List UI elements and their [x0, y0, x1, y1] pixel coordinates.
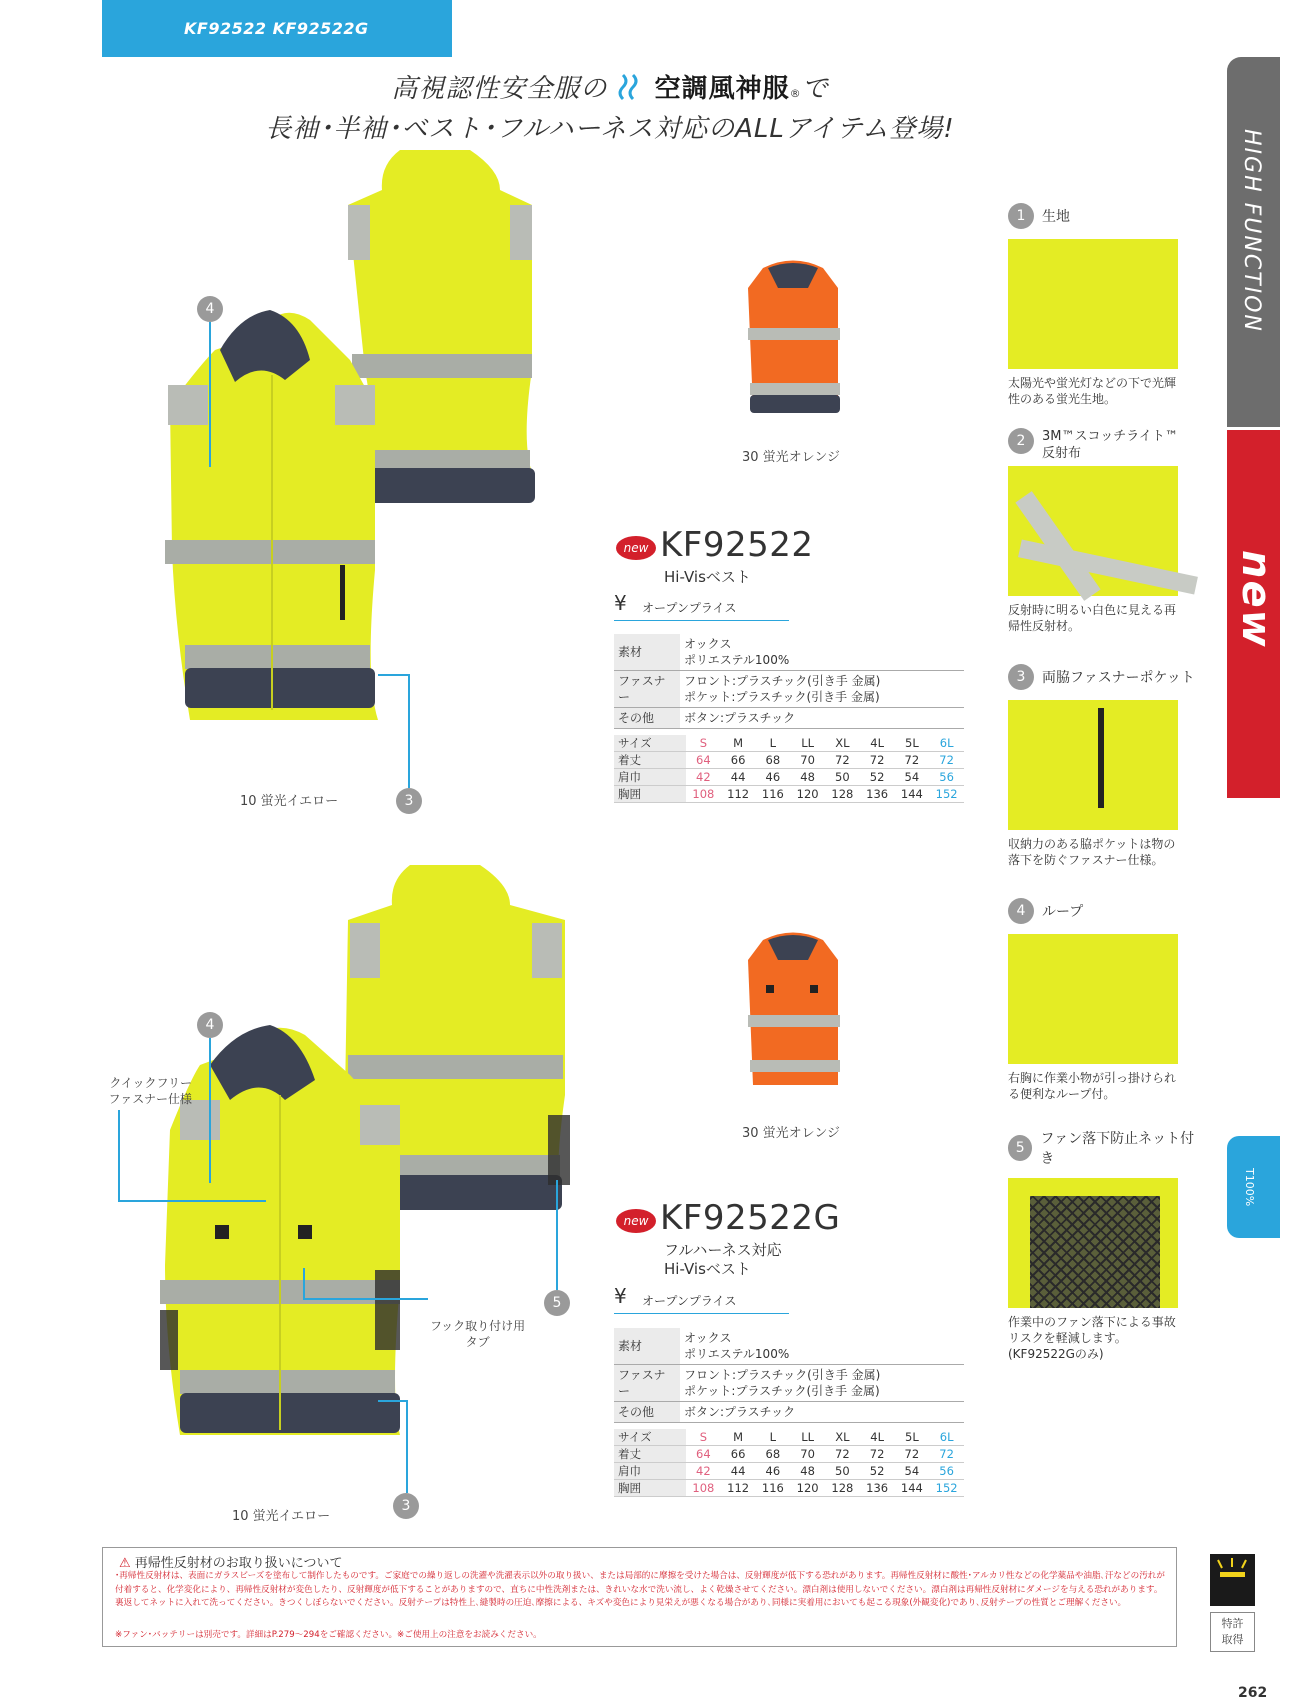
size-cell: 48	[800, 1464, 815, 1478]
feature-title: 両脇ファスナーポケット	[1042, 670, 1195, 686]
loop-photo	[1008, 934, 1178, 1064]
feature-number: 5	[1008, 1135, 1032, 1161]
size-cell: 108	[692, 787, 715, 801]
size-row-label: サイズ	[614, 1429, 686, 1446]
spec-table-p1	[614, 634, 964, 729]
size-cell: 46	[765, 770, 781, 784]
feature-desc: 右胸に作業小物が引っ掛けられる便利なループ付。	[1008, 1071, 1177, 1101]
size-cell: 136	[866, 787, 889, 801]
size-cell: XL	[835, 736, 850, 750]
spec-block-p2	[614, 1328, 964, 1497]
callout-leader-zip-b	[118, 1200, 266, 1202]
feature-title: 3M™スコッチライト™ 反射布	[1042, 429, 1178, 461]
size-cell: 50	[835, 1464, 850, 1478]
side-tab-new	[1227, 430, 1280, 798]
size-cell: 68	[765, 753, 781, 767]
yen-icon: ¥	[614, 591, 627, 615]
size-row-label: サイズ	[614, 735, 686, 752]
callout-leader-hook-b	[303, 1298, 428, 1300]
size-cell: 56	[939, 770, 954, 784]
size-row-label: 肩巾	[614, 769, 686, 786]
size-cell: M	[733, 736, 744, 750]
size-cell: L	[769, 1430, 777, 1444]
feature-desc: 反射時に明るい白色に見える再帰性反射材。	[1008, 603, 1177, 633]
warning-icon: ⚠	[119, 1556, 131, 1571]
side-pocket-photo	[1008, 700, 1178, 830]
color-label-yellow-2: 10 蛍光イエロー	[232, 1509, 331, 1524]
callout-leader-3a-p1	[378, 674, 408, 676]
side-tab-high-function-label: HIGH FUNCTION	[1239, 129, 1264, 333]
feature-title: ループ	[1042, 904, 1084, 920]
size-table-p1	[614, 735, 964, 803]
size-cell: 72	[835, 1447, 850, 1461]
notice-body: ･再帰性反射材は、表面にガラスビーズを塗布して制作したものです。ご家庭での繰り返しの洗濯や洗濯表示以外の取り扱い、または局部的に摩擦を受けた場合は、反射輝度が低下する恐れがあります。再帰性反射材に酸性･アルカリ性などの化学薬品や油脂､汗などの汚れが付着すると、化学変化により、再帰性反射材が変色したり、反射輝度が低下することがありますので、直ちに中性洗剤または、きれいな水で洗い流し、よく乾燥させてください。漂白剤は使用しないでください。漂白剤は再帰性反射材にダメージを与える恐れがあります。裏返してネットに入れて洗ってください。きつくしぼらないでください。反射テープは特性上､縫製時の圧迫､摩擦による、キズや変色により見栄えが悪くなる場合があり､同様に実着用においても起こる現象(外観変化)であり､反射テープの性質とご理解ください。	[115, 1571, 1165, 1608]
reflective-badge-label: 反射材	[1262, 1591, 1293, 1602]
feature-number: 3	[1008, 664, 1034, 690]
color-label-orange-2: 30 蛍光オレンジ	[742, 1126, 841, 1141]
fabric-photo	[1008, 239, 1178, 369]
spec-row-material	[614, 1328, 964, 1365]
size-cell: 72	[904, 1447, 920, 1461]
vest-orange-illustration-2	[738, 930, 848, 1130]
size-cell: 152	[935, 1481, 958, 1495]
callout-hook-tab-text: フック取り付け用 タブ	[430, 1319, 526, 1349]
model-number-p2: KF92522G	[660, 1198, 841, 1238]
reflective-tape-photo	[1008, 466, 1178, 596]
size-cell: 6L	[939, 1430, 954, 1444]
size-cell: 52	[869, 1464, 885, 1478]
size-cell: LL	[801, 736, 815, 750]
size-header-row	[614, 1429, 964, 1446]
notice-footnote: ※ファン･バッテリーは別売です。詳細はP.279〜294をご確認ください。※ご使用上の注意をお読みください。	[115, 1630, 542, 1640]
feature-2	[1008, 428, 1198, 634]
feature-desc: 作業中のファン落下による事故リスクを軽減します。 (KF92522Gのみ)	[1008, 1315, 1176, 1361]
feature-3	[1008, 664, 1198, 868]
spec-row-other	[614, 708, 964, 729]
size-row	[614, 1463, 964, 1480]
spec-key: 素材	[614, 1328, 680, 1365]
size-cell: L	[769, 736, 777, 750]
size-cell: 112	[727, 1481, 750, 1495]
size-cell: 144	[900, 1481, 923, 1495]
headline-line-2: 長袖･半袖･ベスト･フルハーネス対応のALLアイテム登場!	[265, 114, 955, 144]
spec-row-fastener	[614, 671, 964, 708]
feature-title: 生地	[1042, 209, 1070, 225]
feature-number: 2	[1008, 428, 1034, 454]
size-cell: 4L	[870, 1430, 884, 1444]
callout-leader-3b-p1	[408, 674, 410, 788]
size-table-p2	[614, 1429, 964, 1497]
side-tab-new-label: new	[1233, 550, 1279, 649]
side-tab-material-label: T100%	[1243, 1168, 1256, 1207]
size-row	[614, 1446, 964, 1463]
spec-value: ボタン:プラスチック	[680, 1402, 964, 1423]
size-cell: 116	[761, 787, 784, 801]
callout-leader-4-p2	[209, 1038, 211, 1183]
size-row	[614, 786, 964, 803]
size-cell: 56	[939, 1464, 954, 1478]
model-number-p1: KF92522	[660, 525, 814, 565]
size-cell: 66	[730, 753, 746, 767]
size-row	[614, 752, 964, 769]
size-cell: 120	[796, 1481, 819, 1495]
size-cell: 6L	[939, 736, 954, 750]
feature-4	[1008, 898, 1198, 1102]
product-subtitle-p2-line2: Hi-Visベスト	[664, 1260, 751, 1278]
feature-desc: 太陽光や蛍光灯などの下で光輝性のある蛍光生地。	[1008, 376, 1177, 406]
size-cell: 42	[696, 770, 711, 784]
product-subtitle-p1: Hi-Visベスト	[664, 568, 751, 586]
size-cell: 112	[727, 787, 750, 801]
vest-yellow-illustration-1	[160, 150, 580, 800]
new-badge-p2: new	[616, 1209, 656, 1233]
size-cell: 4L	[870, 736, 884, 750]
spec-table-p2	[614, 1328, 964, 1423]
size-cell: 72	[835, 753, 850, 767]
size-cell: 72	[869, 1447, 885, 1461]
size-cell: 44	[730, 770, 746, 784]
vest-back-view	[348, 150, 535, 503]
spec-key: ファスナー	[614, 671, 680, 708]
price-row-p1	[614, 591, 789, 621]
size-cell: M	[733, 1430, 744, 1444]
headline-suffix: で	[801, 74, 829, 104]
side-tab-high-function	[1227, 57, 1280, 427]
size-cell: 72	[904, 753, 920, 767]
reflective-care-notice	[102, 1547, 1177, 1647]
callout-3-p2: 3	[393, 1493, 419, 1519]
size-cell: 42	[696, 1464, 711, 1478]
notice-title-text: 再帰性反射材のお取り扱いについて	[134, 1556, 343, 1571]
brand-name: 空調風神服	[654, 74, 790, 104]
size-cell: 66	[730, 1447, 746, 1461]
callout-4-p2: 4	[197, 1012, 223, 1038]
size-row	[614, 1480, 964, 1497]
vest-yellow-illustration-2	[160, 865, 580, 1515]
spec-value: ボタン:プラスチック	[680, 708, 964, 729]
yen-icon: ¥	[614, 1284, 627, 1308]
catalog-code-tab: KF92522 KF92522G	[102, 0, 452, 57]
size-row-label: 着丈	[614, 1446, 686, 1463]
reflective-material-badge	[1210, 1554, 1293, 1606]
size-cell: 128	[831, 787, 854, 801]
brand-registered-mark: ®	[789, 87, 802, 100]
callout-zipper-text: クイックフリー ファスナー仕様	[108, 1076, 192, 1106]
size-cell: 54	[904, 1464, 920, 1478]
new-badge-p1: new	[616, 536, 656, 560]
size-row	[614, 769, 964, 786]
size-cell: 68	[765, 1447, 781, 1461]
size-cell: 136	[866, 1481, 889, 1495]
spec-key: 素材	[614, 634, 680, 671]
size-cell: 50	[835, 770, 850, 784]
callout-leader-zip-a	[118, 1110, 120, 1202]
size-cell: 144	[900, 787, 923, 801]
price-text-p1: オープンプライス	[642, 601, 737, 615]
spec-row-fastener	[614, 1365, 964, 1402]
spec-key: その他	[614, 1402, 680, 1423]
spec-value: フロント:プラスチック(引き手 金属) ポケット:プラスチック(引き手 金属)	[680, 1365, 964, 1402]
size-row-label: 着丈	[614, 752, 686, 769]
size-cell: 64	[696, 1447, 711, 1461]
vest-orange-illustration-1	[738, 258, 848, 458]
spec-row-material	[614, 634, 964, 671]
size-cell: 54	[904, 770, 920, 784]
callout-leader-5-p2	[556, 1180, 558, 1290]
callout-leader-4-p1	[209, 322, 211, 467]
size-cell: S	[699, 1430, 708, 1444]
feature-number: 4	[1008, 898, 1034, 924]
feature-1	[1008, 203, 1198, 407]
callout-leader-hook-a	[303, 1268, 305, 1300]
spec-row-other	[614, 1402, 964, 1423]
callout-3-p1: 3	[396, 788, 422, 814]
spec-block-p1	[614, 634, 964, 803]
size-cell: 70	[800, 753, 815, 767]
spec-value: オックス ポリエステル100%	[680, 634, 964, 671]
brand-logo-icon	[617, 71, 651, 101]
color-label-yellow-1: 10 蛍光イエロー	[240, 794, 339, 809]
size-cell: XL	[835, 1430, 850, 1444]
side-tab-material	[1227, 1136, 1280, 1238]
size-cell: 128	[831, 1481, 854, 1495]
notice-title	[119, 1552, 343, 1571]
spec-value: オックス ポリエステル100%	[680, 1328, 964, 1365]
feature-5	[1008, 1128, 1198, 1362]
size-cell: 72	[939, 1447, 954, 1461]
size-row-label: 胸囲	[614, 786, 686, 803]
spec-value: フロント:プラスチック(引き手 金属) ポケット:プラスチック(引き手 金属)	[680, 671, 964, 708]
size-row-label: 肩巾	[614, 1463, 686, 1480]
spec-key: ファスナー	[614, 1365, 680, 1402]
size-row-label: 胸囲	[614, 1480, 686, 1497]
callout-5-p2: 5	[544, 1290, 570, 1316]
size-cell: 64	[696, 753, 711, 767]
size-cell: 152	[935, 787, 958, 801]
size-cell: 46	[765, 1464, 781, 1478]
size-cell: 44	[730, 1464, 746, 1478]
size-cell: 72	[869, 753, 885, 767]
vest-front-view	[165, 310, 378, 720]
size-cell: S	[699, 736, 708, 750]
price-text-p2: オープンプライス	[642, 1294, 737, 1308]
size-cell: LL	[801, 1430, 815, 1444]
feature-title: ファン落下防止ネット付き	[1040, 1131, 1195, 1167]
page-number: 262	[1238, 1685, 1268, 1701]
size-cell: 5L	[905, 736, 919, 750]
size-header-row	[614, 735, 964, 752]
callout-leader-3b-p2	[406, 1400, 408, 1493]
size-cell: 5L	[905, 1430, 919, 1444]
feature-number: 1	[1008, 203, 1034, 229]
size-cell: 120	[796, 787, 819, 801]
fan-net-photo	[1008, 1178, 1178, 1308]
size-cell: 72	[939, 753, 954, 767]
size-cell: 48	[800, 770, 815, 784]
size-cell: 116	[761, 1481, 784, 1495]
headline-line-1	[160, 68, 1060, 105]
patent-badge: 特許 取得	[1210, 1612, 1255, 1652]
headline-prefix: 高視認性安全服の	[391, 74, 608, 104]
price-row-p2	[614, 1284, 789, 1314]
size-cell: 52	[869, 770, 885, 784]
callout-4-p1: 4	[197, 296, 223, 322]
spec-key: その他	[614, 708, 680, 729]
size-cell: 70	[800, 1447, 815, 1461]
reflective-rays-icon	[1210, 1554, 1255, 1584]
product-subtitle-p2-line1: フルハーネス対応	[664, 1241, 782, 1259]
callout-leader-3a-p2	[378, 1400, 408, 1402]
feature-desc: 収納力のある脇ポケットは物の落下を防ぐファスナー仕様。	[1008, 837, 1176, 867]
color-label-orange-1: 30 蛍光オレンジ	[742, 450, 841, 465]
size-cell: 108	[692, 1481, 715, 1495]
